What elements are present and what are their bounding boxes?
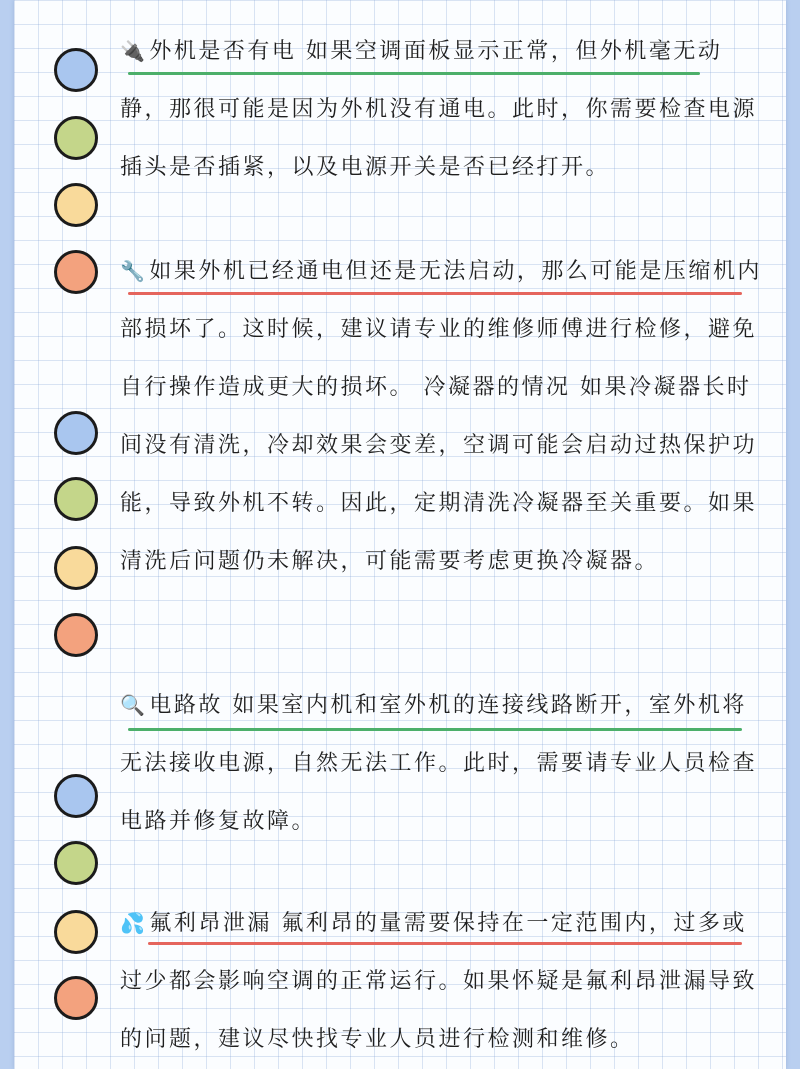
droplets-icon: 💦 bbox=[120, 911, 148, 935]
wrench-icon: 🔧 bbox=[120, 259, 148, 283]
binder-ring-orange bbox=[54, 976, 98, 1020]
binder-ring-orange bbox=[54, 250, 98, 294]
section-outdoor-power bbox=[120, 22, 770, 197]
section-text: 氟利昂泄漏 氟利昂的量需要保持在一定范围内，过多或过少都会影响空调的正常运行。如果怀疑是氟利昂泄漏导致的问题，建议尽快找专业人员进行检测和维修。 bbox=[120, 911, 758, 1052]
plug-icon: 🔌 bbox=[120, 39, 148, 63]
section-text: 电路故 如果室内机和室外机的连接线路断开，室外机将无法接收电源，自然无法工作。此时，需要请专业人员检查电路并修复故障。 bbox=[120, 693, 758, 834]
section-text: 外机是否有电 如果空调面板显示正常，但外机毫无动静，那很可能是因为外机没有通电。此时，你需要检查电源插头是否插紧，以及电源开关是否已经打开。 bbox=[120, 39, 758, 180]
section-compressor-condenser bbox=[120, 242, 770, 591]
binder-ring-yellow bbox=[54, 910, 98, 954]
binder-ring-blue bbox=[54, 774, 98, 818]
section-text: 如果外机已经通电但还是无法启动，那么可能是压缩机内部损坏了。这时候，建议请专业的维修师傅进行检修，避免自行操作造成更大的损坏。 冷凝器的情况 如果冷凝器长时间没有清洗，冷却效果会变差，空调可能会启动过热保护功能，导致外机不转。因此，定期清洗冷凝器至关重要。如果清洗后问题仍未解决，可能需要考虑更换冷凝器。 bbox=[120, 259, 762, 574]
binder-ring-yellow bbox=[54, 183, 98, 227]
binder-ring-green bbox=[54, 116, 98, 160]
magnifier-icon: 🔍 bbox=[120, 693, 148, 717]
binder-ring-green bbox=[54, 841, 98, 885]
section-freon-leak bbox=[120, 894, 770, 1069]
binder-ring-blue bbox=[54, 411, 98, 455]
section-circuit-fault bbox=[120, 676, 770, 851]
binder-ring-green bbox=[54, 477, 98, 521]
binder-ring-orange bbox=[54, 613, 98, 657]
binder-ring-blue bbox=[54, 48, 98, 92]
binder-ring-yellow bbox=[54, 546, 98, 590]
